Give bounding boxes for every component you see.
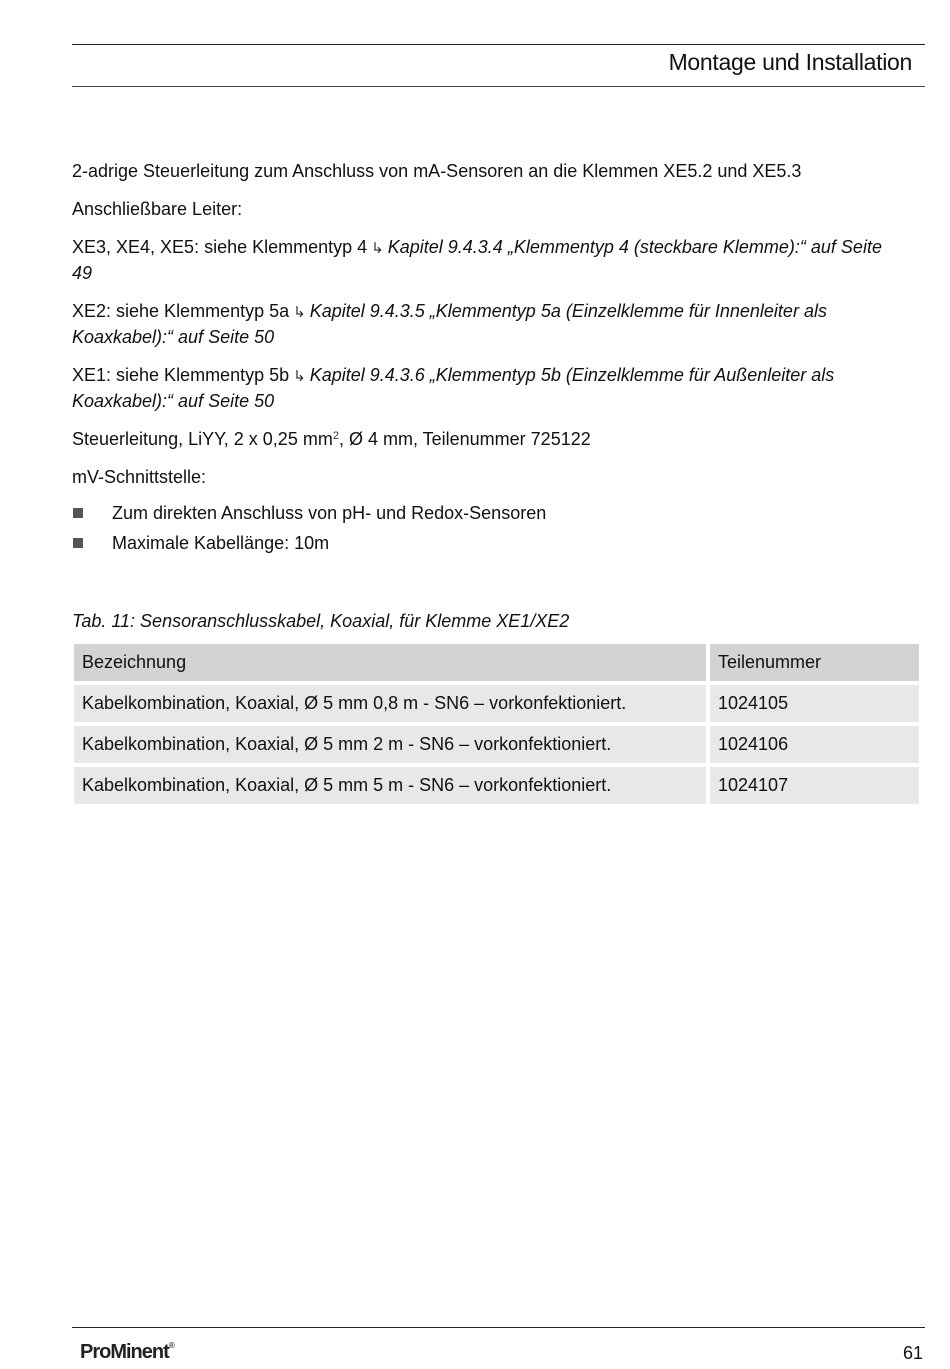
column-header-part-number: Teilenummer: [710, 644, 919, 681]
paragraph-xe1: [72, 363, 895, 413]
cross-reference-arrow-icon: ↳: [293, 304, 306, 321]
xref-link-chapter-9-4-3-4[interactable]: Kapitel 9.4.3.4 „Klemmentyp 4 (steckbare Klemme):“ auf Seite 49: [72, 237, 882, 283]
square-bullet-icon: [73, 538, 83, 548]
main-content: [72, 159, 895, 561]
table-row: [74, 767, 919, 804]
cell-part-number: 1024105: [710, 685, 919, 722]
registered-mark: ®: [168, 1341, 174, 1350]
table-row: [74, 726, 919, 763]
page-header-title: Montage und Installation: [668, 49, 912, 75]
prominent-logo: [80, 1341, 174, 1364]
xe1-text: XE1: siehe Klemmentyp 5b: [72, 365, 290, 385]
xe3-text: XE3, XE4, XE5: siehe Klemmentyp 4: [72, 237, 368, 257]
xref-link-chapter-9-4-3-5[interactable]: Kapitel 9.4.3.5 „Klemmentyp 5a (Einzelklemme für Innenleiter als Koaxkabel):“ auf Seite 50: [72, 301, 827, 347]
xe2-text: XE2: siehe Klemmentyp 5a: [72, 301, 290, 321]
cell-designation: Kabelkombination, Koaxial, Ø 5 mm 0,8 m - SN6 – vorkonfektioniert.: [74, 685, 706, 722]
parts-table: [70, 640, 923, 808]
paragraph-xe3-xe5: [72, 235, 895, 285]
column-header-designation: Bezeichnung: [74, 644, 706, 681]
list-item: [72, 501, 895, 525]
table-header-row: [74, 644, 919, 681]
cell-part-number: 1024106: [710, 726, 919, 763]
logo-text: ProMinent: [80, 1341, 169, 1363]
superscript-2: 2: [332, 430, 339, 442]
cable-spec-text-end: , Ø 4 mm, Teilenummer 725122: [338, 429, 591, 449]
header-top-rule: [72, 44, 925, 45]
paragraph-control-line: 2-adrige Steuerleitung zum Anschluss von mA-Sensoren an die Klemmen XE5.2 und XE5.3: [72, 161, 802, 181]
paragraph-connectable-conductors: Anschließbare Leiter:: [72, 199, 243, 219]
footer-rule: [72, 1327, 925, 1328]
bullet-list: [72, 501, 895, 555]
xref-link-chapter-9-4-3-6[interactable]: Kapitel 9.4.3.6 „Klemmentyp 5b (Einzelklemme für Außenleiter als Koaxkabel):“ auf Seite 50: [72, 365, 835, 411]
cross-reference-arrow-icon: ↳: [293, 368, 306, 385]
page-number: 61: [902, 1343, 923, 1363]
square-bullet-icon: [73, 508, 83, 518]
paragraph-mv-interface: mV-Schnittstelle:: [72, 467, 207, 487]
table-row: [74, 685, 919, 722]
list-item-text: Zum direkten Anschluss von pH- und Redox-Sensoren: [112, 503, 547, 523]
cross-reference-arrow-icon: ↳: [371, 240, 384, 257]
table-caption: Tab. 11: Sensoranschlusskabel, Koaxial, für Klemme XE1/XE2: [72, 611, 570, 631]
cell-designation: Kabelkombination, Koaxial, Ø 5 mm 2 m - SN6 – vorkonfektioniert.: [74, 726, 706, 763]
header-bottom-rule: [72, 86, 925, 87]
paragraph-control-cable-spec: [72, 427, 895, 451]
list-item: [72, 531, 895, 555]
cell-part-number: 1024107: [710, 767, 919, 804]
paragraph-xe2: [72, 299, 895, 349]
cell-designation: Kabelkombination, Koaxial, Ø 5 mm 5 m - SN6 – vorkonfektioniert.: [74, 767, 706, 804]
list-item-text: Maximale Kabellänge: 10m: [112, 533, 330, 553]
cable-spec-text: Steuerleitung, LiYY, 2 x 0,25 mm: [72, 429, 333, 449]
